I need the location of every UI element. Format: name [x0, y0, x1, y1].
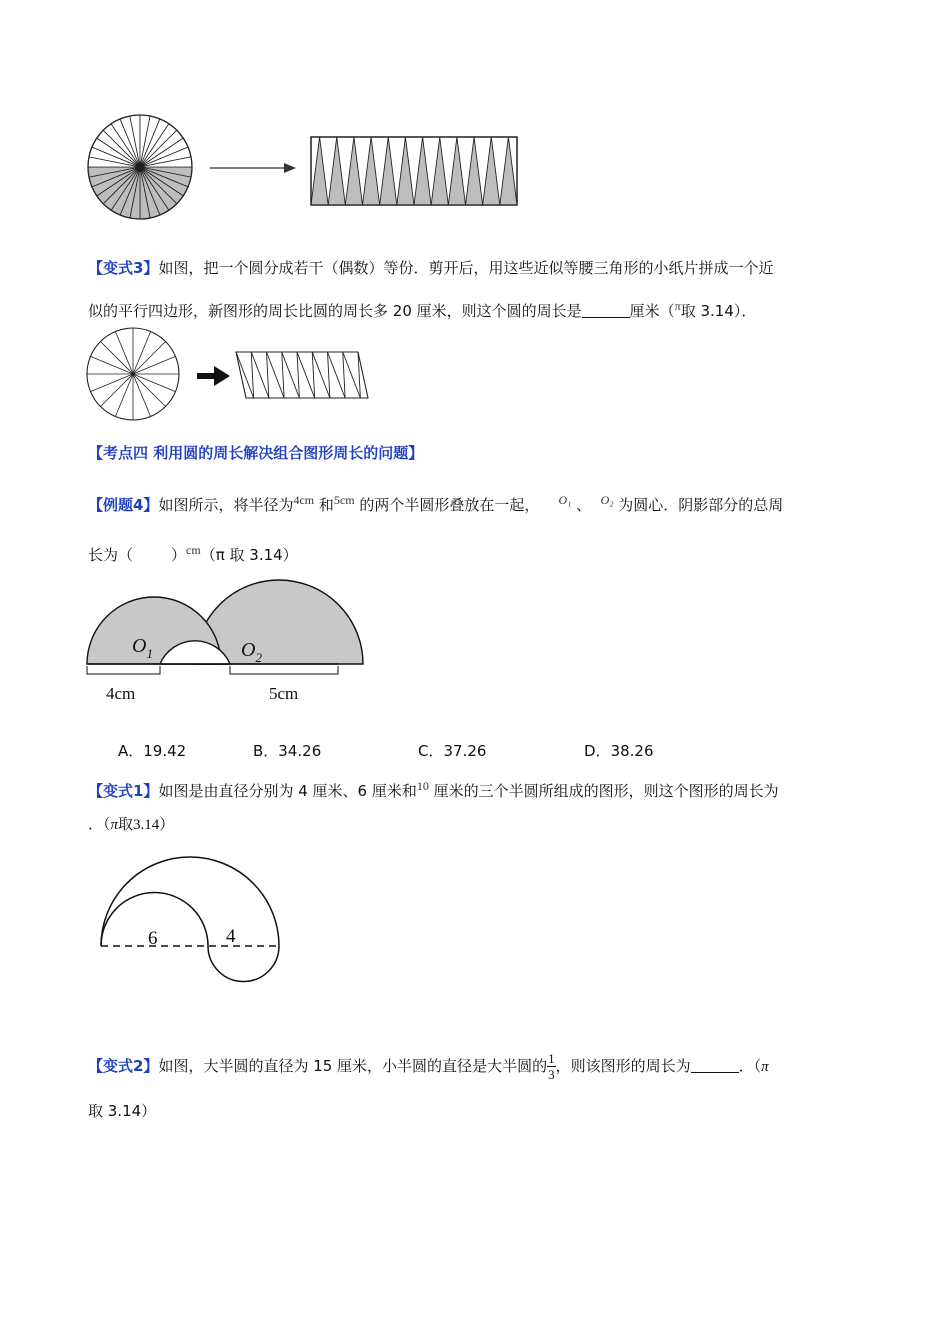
- example4-t3: 的两个半圆形叠放在一起，: [359, 496, 540, 514]
- variant2-line2: [88, 1101, 156, 1121]
- variant2-t2: ，则该图形的周长为: [555, 1057, 691, 1075]
- number-10: 10: [416, 779, 429, 793]
- pi-symbol-2: π: [110, 817, 119, 833]
- example4-tag: 【例题4】: [88, 496, 159, 514]
- unit-cm: cm: [186, 543, 201, 557]
- example4-t4: 、: [576, 496, 592, 514]
- variant1-t3: ．（: [88, 815, 111, 833]
- circle-parallelogram-figure: [0, 326, 950, 426]
- variant2-line1: [88, 1051, 769, 1082]
- large-semicircle: [101, 857, 279, 946]
- variant3-text1: 如图，把一个圆分成若干（偶数）等份．剪开后，用这些近似等腰三角形的小纸片拼成一个近: [158, 259, 774, 277]
- label-5cm: 5cm: [269, 684, 299, 703]
- example4-line1: [88, 490, 783, 515]
- answer-blank-2[interactable]: [691, 1056, 739, 1073]
- label-6: 6: [148, 928, 158, 949]
- dim-bracket-left: [87, 666, 160, 674]
- option-a[interactable]: A．19.42: [118, 742, 187, 760]
- option-b[interactable]: B．34.26: [253, 742, 322, 760]
- variant3-tag: 【变式3】: [88, 259, 159, 277]
- divided-circle-2: [87, 328, 179, 420]
- example4-t8: （π 取 3.14）: [200, 546, 298, 564]
- three-semicircles-figure: [0, 850, 950, 1000]
- pi-symbol-3: π: [761, 1059, 769, 1075]
- variant1-t5: ）: [159, 815, 175, 833]
- label-o2: $O_2$: [241, 639, 262, 665]
- example4-t6: 长为（: [88, 546, 134, 564]
- center-o2: O₂: [600, 493, 614, 507]
- variant3-text4: 取 3.14）．: [680, 302, 757, 320]
- variant1-t4: 取: [118, 815, 134, 833]
- small-semicircle: [208, 946, 279, 982]
- dim-bracket-right: [230, 666, 338, 674]
- arrow-head-1: [284, 163, 296, 173]
- example4-t2: 和: [318, 496, 334, 514]
- label-4cm: 4cm: [106, 684, 136, 703]
- variant1-line1: [88, 776, 779, 801]
- example4-t1: 如图所示，将半径为: [158, 496, 294, 514]
- option-c[interactable]: C．37.26: [418, 742, 487, 760]
- variant1-t1: 如图是由直径分别为 4 厘米、6 厘米和: [158, 782, 417, 800]
- center-o1: O₁: [558, 493, 572, 507]
- variant3-text2: 似的平行四边形，新图形的周长比圆的周长多 20 厘米，则这个圆的周长是: [88, 302, 582, 320]
- pi-value: 3.14: [133, 817, 160, 833]
- triangle-parallelogram: [236, 352, 368, 398]
- variant2-t4: 取 3.14）: [88, 1102, 157, 1120]
- triangle-rectangle-1: [311, 137, 517, 205]
- variant1-t2: 厘米的三个半圆所组成的图形，则这个图形的周长为: [428, 782, 779, 800]
- variant3-text3: 厘米（: [629, 302, 675, 320]
- variant1-line2: [88, 814, 174, 835]
- variant2-t3: ．（: [738, 1057, 762, 1075]
- example4-t5: 为圆心．阴影部分的总周: [618, 496, 784, 514]
- label-o1: $O_1$: [132, 635, 153, 661]
- divided-circle-1: [88, 115, 192, 219]
- option-d[interactable]: D．38.26: [584, 742, 654, 760]
- radius2: 5cm: [333, 493, 355, 507]
- variant2-t1: 如图，大半圆的直径为 15 厘米，小半圆的直径是大半圆的: [158, 1057, 548, 1075]
- variant3-line2: [88, 296, 756, 321]
- parallelogram-outline: [236, 352, 368, 398]
- arrow-head-2: [214, 366, 230, 386]
- variant2-tag: 【变式2】: [88, 1057, 159, 1075]
- pi-symbol: π: [674, 299, 681, 313]
- radius1: 4cm: [293, 493, 315, 507]
- overlapping-semicircles-figure: [0, 560, 950, 710]
- fraction-one-third: $\frac{1}{3}$: [548, 1051, 555, 1082]
- answer-blank[interactable]: [582, 301, 630, 318]
- section4-title: 【考点四 利用圆的周长解决组合图形周长的问题】: [88, 444, 424, 462]
- example4-t7: ）: [171, 546, 187, 564]
- label-4: 4: [226, 926, 236, 947]
- circle-sector-figure-1: [0, 0, 950, 240]
- variant3-line1: [88, 258, 773, 278]
- variant1-tag: 【变式1】: [88, 782, 159, 800]
